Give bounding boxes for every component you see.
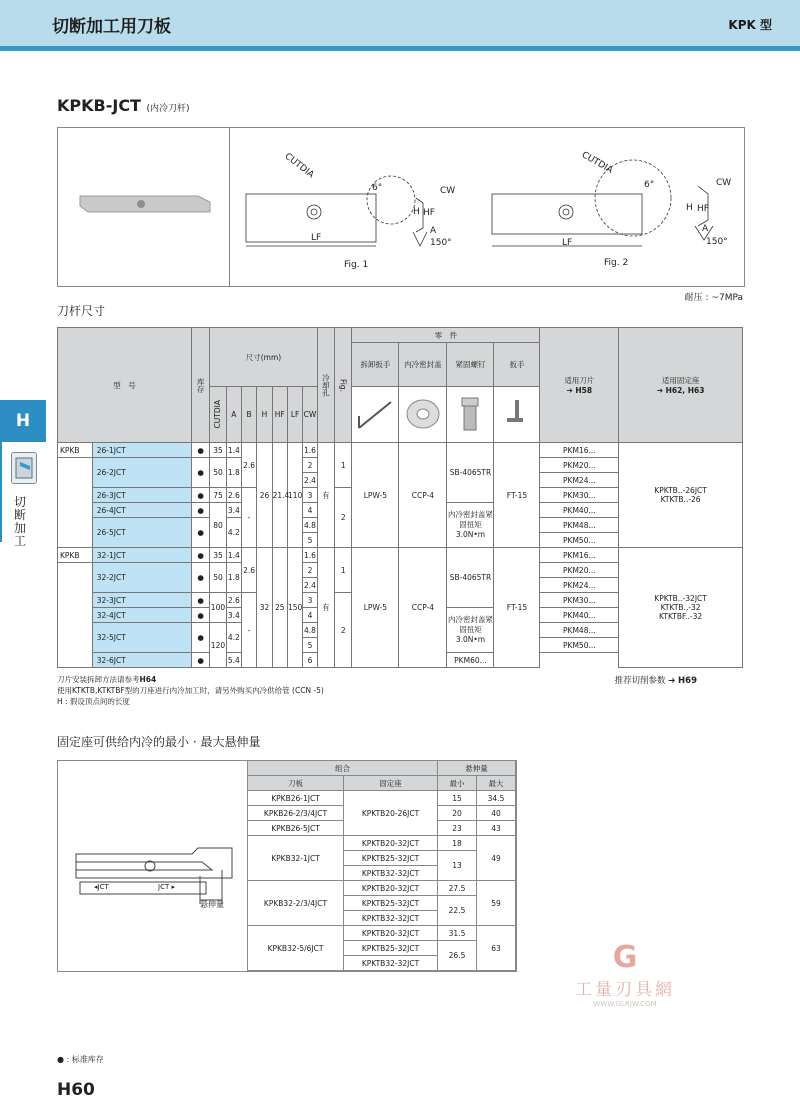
table-row: 32-6JCT	[92, 653, 191, 668]
col-h: H	[257, 387, 272, 443]
note-3: H : 假设顶点间的长度	[57, 697, 130, 706]
cell-cw: 1.6	[303, 548, 317, 563]
col-combo: 组合	[248, 761, 438, 776]
table-row: 26-4JCT	[92, 503, 191, 518]
notes	[57, 674, 324, 707]
fig1-caption: Fig. 1	[344, 260, 369, 270]
cell-insert: PKM50...	[540, 638, 619, 653]
cell-cw: 2	[303, 563, 317, 578]
cell-insert: PKM24...	[540, 473, 619, 488]
fig1-cutdia-label: CUTDIA	[282, 151, 316, 181]
cell-cw: 2	[303, 458, 317, 473]
col-seal-cap: 内冷密封盖	[399, 343, 447, 387]
remove-wrench-icon	[352, 387, 399, 443]
table-row: KPKTB25-32JCT 13	[248, 851, 516, 866]
cell-a: 5.4	[226, 653, 241, 668]
stock-mark: ●	[191, 458, 209, 488]
cell-wrench: FT-15	[494, 548, 540, 668]
col-clamp-screw: 紧固螺钉	[447, 343, 494, 387]
cell-b: 2.6	[241, 443, 256, 488]
table-row: 26-1JCT	[92, 443, 191, 458]
cell-cutdia: 120	[210, 623, 226, 668]
cell-insert: PKM16...	[540, 548, 619, 563]
product-type: KPK 型	[728, 18, 772, 32]
product-code: KPKB-JCT	[57, 96, 141, 115]
wrench-icon	[494, 387, 540, 443]
stock-mark: ●	[191, 608, 209, 623]
overhang-heading: 固定座可供给内冷的最小 · 最大悬伸量	[57, 735, 261, 749]
fig1-cw-label: CW	[440, 186, 456, 196]
cell-cutdia: 80	[210, 503, 226, 548]
product-subtitle: (内冷刀杆)	[146, 104, 190, 114]
col-max: 最大	[477, 776, 516, 791]
table-row: KPKB26-2/3/4JCT 20 40	[248, 806, 516, 821]
note-2: 使用KTKTB,KTKTBF型的刀座进行内冷加工时，请另外购买内冷供给管 (CCN -5)	[57, 686, 324, 695]
blade-drawings	[58, 128, 742, 284]
col-parts: 零 件	[352, 328, 540, 343]
page-title: 切断加工用刀板	[52, 17, 171, 37]
stock-mark: ●	[191, 593, 209, 608]
section-label: 切断加工	[14, 495, 27, 548]
fig1-drawing	[246, 176, 427, 246]
seal-cap-icon	[399, 387, 447, 443]
stock-mark: ●	[191, 443, 209, 458]
col-overhang: 悬伸量	[438, 761, 516, 776]
cell-cw: 4.8	[303, 623, 317, 638]
cell-insert: PKM48...	[540, 518, 619, 533]
fig2-cutdia-label: CUTDIA	[579, 150, 615, 176]
cell-h: 26	[257, 443, 272, 548]
cell-insert: PKM20...	[540, 563, 619, 578]
watermark	[560, 940, 690, 1008]
cell-cw: 5	[303, 638, 317, 653]
jct-left-label: ◂JCT	[94, 883, 109, 891]
shank-dimensions-table	[57, 327, 743, 668]
col-lf: LF	[287, 387, 302, 443]
cell-wrench: FT-15	[494, 443, 540, 548]
cell-fig: 2	[335, 488, 352, 548]
table-row: KPKB26-5JCT 23 43	[248, 821, 516, 836]
cell-cutdia: 35	[210, 548, 226, 563]
cell-cutdia: 75	[210, 488, 226, 503]
cell-insert: PKM30...	[540, 593, 619, 608]
cell-a: 1.4	[226, 548, 241, 563]
cell-insert: PKM60...	[447, 653, 494, 668]
col-remove-wrench: 拆卸扳手	[352, 343, 399, 387]
cell-cw: 4	[303, 608, 317, 623]
table-row: 32-2JCT	[92, 563, 191, 593]
col-hf: HF	[272, 387, 287, 443]
col-b: B	[241, 387, 256, 443]
fig1-h-label: H	[413, 207, 420, 217]
header-rule	[0, 46, 800, 51]
cell-coolant: 有	[317, 548, 334, 668]
table-row: 32-4JCT	[92, 608, 191, 623]
fig1-hf-label: HF	[423, 208, 435, 218]
watermark-logo: G	[612, 940, 638, 975]
col-cutdia: CUTDIA	[210, 387, 226, 443]
pressure-rating: 耐压 : ~7MPa	[684, 293, 743, 303]
cell-lf: 150	[287, 548, 302, 668]
shank-dimensions-heading: 刀杆尺寸	[57, 304, 106, 318]
col-fig: Fig.	[335, 328, 352, 443]
cell-cw: 4.8	[303, 518, 317, 533]
cell-seal-cap: CCP-4	[399, 548, 447, 668]
cell-hf: 25	[272, 548, 287, 668]
cell-coolant: 有	[317, 443, 334, 548]
section-tab: H	[0, 400, 46, 442]
cell-a: 1.8	[226, 563, 241, 593]
stock-mark: ●	[191, 518, 209, 548]
cell-insert: PKM24...	[540, 578, 619, 593]
table-row: KPKB32-1JCT KPKTB20-32JCT 18 49	[248, 836, 516, 851]
cell-fig: 1	[335, 548, 352, 593]
col-a: A	[226, 387, 241, 443]
fig1-sigma-label: 6°	[372, 183, 383, 193]
cell-cw: 3	[303, 593, 317, 608]
cell-cw: 1.6	[303, 443, 317, 458]
cell-a: 4.2	[226, 623, 241, 653]
side-rule	[0, 442, 2, 542]
cell-holder: KPKTB..-26JCT KTKTB..-26	[619, 443, 743, 548]
blade-photo	[80, 196, 210, 212]
table-row: 32-3JCT	[92, 593, 191, 608]
table-row: 32-5JCT	[92, 623, 191, 653]
cell-lf: 110	[287, 443, 302, 548]
table-row: KPKTB32-32JCT	[248, 956, 516, 971]
col-min: 最小	[438, 776, 477, 791]
cell-clamp-screw: SB-4065TR	[447, 548, 494, 608]
fig2-h-label: H	[686, 203, 693, 213]
fig2-lf-label: LF	[562, 238, 573, 248]
col-dimensions: 尺寸(mm)	[210, 328, 317, 387]
jct-right-label: JCT ▸	[158, 883, 175, 891]
table-row: KPKB32-5/6JCT KPKTB20-32JCT 31.5 63	[248, 926, 516, 941]
col-coolant: 冷却孔	[317, 328, 334, 443]
cell-insert: PKM16...	[540, 443, 619, 458]
cell-a: 1.8	[226, 458, 241, 488]
overhang-table	[247, 760, 516, 971]
col-cw: CW	[303, 387, 317, 443]
cell-cutdia: 50	[210, 458, 226, 488]
watermark-url: WWW.GLRJW.COM	[593, 1000, 657, 1008]
cell-remove-wrench: LPW-5	[352, 443, 399, 548]
col-holder: 固定座	[344, 776, 438, 791]
stock-legend: ● : 标准库存	[57, 1055, 104, 1064]
col-wrench: 扳手	[494, 343, 540, 387]
cell-a: 2.6	[226, 488, 241, 503]
fig1-angle-label: 150°	[430, 238, 452, 248]
cell-cw: 4	[303, 503, 317, 518]
col-blade: 刀板	[248, 776, 344, 791]
stock-mark: ●	[191, 488, 209, 503]
cell-b: 2.6	[241, 548, 256, 593]
cell-clamp-screw: SB-4065TR	[447, 443, 494, 503]
cell-insert: PKM40...	[540, 608, 619, 623]
fig2-caption: Fig. 2	[604, 258, 629, 268]
cell-insert: PKM20...	[540, 458, 619, 473]
fig1-a-label: A	[430, 226, 437, 236]
fig2-sigma-label: 6°	[644, 180, 655, 190]
stock-mark: ●	[191, 503, 209, 518]
recommend-link[interactable]: 推荐切削参数 ➔ H69	[614, 676, 697, 686]
cell-cutdia: 50	[210, 563, 226, 593]
stock-mark: ●	[191, 548, 209, 563]
series-label: KPKB	[58, 548, 93, 563]
cell-cw: 5	[303, 533, 317, 548]
note-1: 刀片安装拆卸方法请参考H64	[57, 675, 157, 684]
cell-hf: 21.4	[272, 443, 287, 548]
fig2-hf-label: HF	[697, 204, 709, 214]
cell-b: -	[241, 488, 256, 548]
table-row: KPKTB25-32JCT 26.5	[248, 941, 516, 956]
table-row: 26-5JCT	[92, 518, 191, 548]
series-label: KPKB	[58, 443, 93, 458]
cell-a: 1.4	[226, 443, 241, 458]
cell-fig: 2	[335, 593, 352, 668]
table-row: KPKB26-1JCT KPKTB20-26JCT 15 34.5	[248, 791, 516, 806]
page-number: H60	[57, 1080, 95, 1100]
col-insert: 适用刀片 ➔ H58	[540, 328, 619, 443]
cell-cutdia: 100	[210, 593, 226, 623]
table-row: KPKTB32-32JCT	[248, 866, 516, 881]
table-row: 32-1JCT	[92, 548, 191, 563]
stock-mark: ●	[191, 563, 209, 593]
cell-fig: 1	[335, 443, 352, 488]
fig2-angle-label: 150°	[706, 237, 728, 247]
cell-insert: PKM30...	[540, 488, 619, 503]
cell-cw: 2.4	[303, 473, 317, 488]
section-title	[57, 96, 190, 115]
table-row: KPKB32-2/3/4JCT KPKTB20-32JCT 27.5 59	[248, 881, 516, 896]
table-row: KPKTB32-32JCT	[248, 911, 516, 926]
cell-insert: PKM50...	[540, 533, 619, 548]
cell-cw: 6	[303, 653, 317, 668]
col-holder: 适用固定座 ➔ H62, H63	[619, 328, 743, 443]
watermark-name: 工量刃具網	[575, 980, 675, 1000]
overhang-label: 悬伸量	[200, 900, 224, 909]
table-row: 26-3JCT	[92, 488, 191, 503]
cell-cw: 2.4	[303, 578, 317, 593]
cell-seal-cap: CCP-4	[399, 443, 447, 548]
stock-mark: ●	[191, 653, 209, 668]
cell-remove-wrench: LPW-5	[352, 548, 399, 668]
torque-note: 内冷密封盖紧固扭矩 3.0N•m	[447, 503, 494, 548]
fig2-drawing	[492, 160, 713, 246]
col-stock: 库存	[191, 328, 209, 443]
cell-a: 3.4	[226, 608, 241, 623]
cell-a: 4.2	[226, 518, 241, 548]
table-row: KPKTB25-32JCT 22.5	[248, 896, 516, 911]
cell-cutdia: 35	[210, 443, 226, 458]
cell-holder: KPKTB..-32JCT KTKTB..-32 KTKTBF..-32	[619, 548, 743, 668]
torque-note: 内冷密封盖紧固扭矩 3.0N•m	[447, 608, 494, 653]
cell-h: 32	[257, 548, 272, 668]
cell-a: 2.6	[226, 593, 241, 608]
fig2-a-label: A	[702, 224, 709, 234]
fig1-lf-label: LF	[311, 233, 322, 243]
fig2-cw-label: CW	[716, 178, 732, 188]
stock-mark: ●	[191, 623, 209, 653]
col-model: 型 号	[58, 328, 192, 443]
clamp-screw-icon	[447, 387, 494, 443]
table-row: 26-2JCT	[92, 458, 191, 488]
cell-insert: PKM48...	[540, 623, 619, 638]
cell-insert: PKM40...	[540, 503, 619, 518]
cell-cw: 3	[303, 488, 317, 503]
cutoff-tool-icon	[11, 452, 37, 484]
cell-a: 3.4	[226, 503, 241, 518]
cell-b: -	[241, 593, 256, 668]
